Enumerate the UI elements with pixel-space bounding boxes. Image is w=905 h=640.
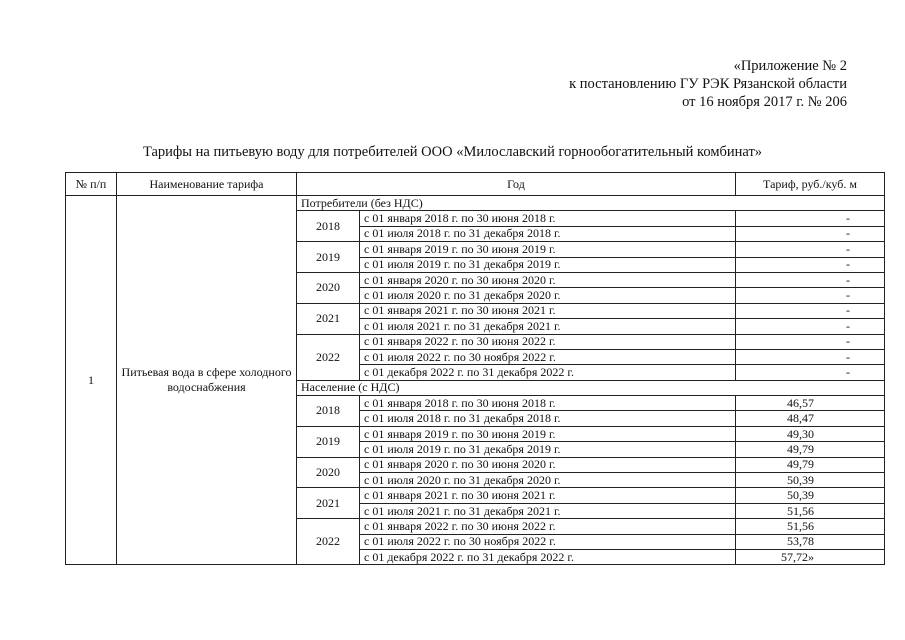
tariff-value-cell: 50,39 <box>736 473 885 488</box>
tariff-value-cell: 53,78 <box>736 534 885 549</box>
year-cell: 2022 <box>297 334 360 380</box>
tariff-value-cell: 49,79 <box>736 442 885 457</box>
period-cell: с 01 июля 2022 г. по 30 ноября 2022 г. <box>360 349 736 364</box>
period-cell: с 01 января 2020 г. по 30 июня 2020 г. <box>360 457 736 472</box>
period-cell: с 01 января 2018 г. по 30 июня 2018 г. <box>360 211 736 226</box>
tariff-value-cell: - <box>736 242 885 257</box>
tariff-value-cell: 50,39 <box>736 488 885 503</box>
period-cell: с 01 декабря 2022 г. по 31 декабря 2022 г. <box>360 549 736 564</box>
tariff-value-cell: - <box>736 365 885 380</box>
tariff-value-cell: - <box>736 334 885 349</box>
tariff-value-cell: - <box>736 349 885 364</box>
appendix-line-2: к постановлению ГУ РЭК Рязанской области <box>569 76 847 92</box>
period-cell: с 01 июля 2021 г. по 31 декабря 2021 г. <box>360 319 736 334</box>
period-cell: с 01 июля 2020 г. по 31 декабря 2020 г. <box>360 473 736 488</box>
tariff-value-cell: 48,47 <box>736 411 885 426</box>
column-header-year: Год <box>297 173 736 196</box>
period-cell: с 01 января 2020 г. по 30 июня 2020 г. <box>360 272 736 287</box>
year-cell: 2018 <box>297 211 360 242</box>
period-cell: с 01 января 2018 г. по 30 июня 2018 г. <box>360 396 736 411</box>
year-cell: 2022 <box>297 519 360 565</box>
period-cell: с 01 июля 2018 г. по 31 декабря 2018 г. <box>360 411 736 426</box>
period-cell: с 01 июля 2021 г. по 31 декабря 2021 г. <box>360 503 736 518</box>
period-cell: с 01 января 2022 г. по 30 июня 2022 г. <box>360 519 736 534</box>
column-header-tariff: Тариф, руб./куб. м <box>736 173 885 196</box>
tariff-value-cell: - <box>736 211 885 226</box>
tariff-value-cell: - <box>736 272 885 287</box>
period-cell: с 01 января 2019 г. по 30 июня 2019 г. <box>360 426 736 441</box>
tariff-value-cell: 57,72» <box>736 549 885 564</box>
column-header-name: Наименование тарифа <box>117 173 297 196</box>
tariff-value-cell: - <box>736 257 885 272</box>
consumer-group-label: Население (с НДС) <box>297 380 885 395</box>
tariff-value-cell: 51,56 <box>736 519 885 534</box>
year-cell: 2019 <box>297 426 360 457</box>
tariff-value-cell: - <box>736 303 885 318</box>
tariff-value-cell: 46,57 <box>736 396 885 411</box>
period-cell: с 01 декабря 2022 г. по 31 декабря 2022 г. <box>360 365 736 380</box>
year-cell: 2018 <box>297 396 360 427</box>
tariff-value-cell: - <box>736 226 885 241</box>
appendix-header <box>569 57 847 111</box>
period-cell: с 01 января 2022 г. по 30 июня 2022 г. <box>360 334 736 349</box>
consumer-group-label: Потребители (без НДС) <box>297 196 885 211</box>
year-cell: 2019 <box>297 242 360 273</box>
year-cell: 2020 <box>297 457 360 488</box>
tariff-value-cell: - <box>736 288 885 303</box>
period-cell: с 01 июля 2019 г. по 31 декабря 2019 г. <box>360 257 736 272</box>
year-cell: 2021 <box>297 303 360 334</box>
group-row <box>66 196 885 211</box>
table-header-row <box>66 173 885 196</box>
year-cell: 2020 <box>297 272 360 303</box>
tariff-table <box>65 172 885 565</box>
period-cell: с 01 июля 2022 г. по 30 ноября 2022 г. <box>360 534 736 549</box>
row-number: 1 <box>66 196 117 565</box>
period-cell: с 01 января 2021 г. по 30 июня 2021 г. <box>360 303 736 318</box>
year-cell: 2021 <box>297 488 360 519</box>
tariff-value-cell: 49,30 <box>736 426 885 441</box>
tariff-value-cell: 49,79 <box>736 457 885 472</box>
period-cell: с 01 июля 2020 г. по 31 декабря 2020 г. <box>360 288 736 303</box>
tariff-value-cell: - <box>736 319 885 334</box>
period-cell: с 01 июля 2019 г. по 31 декабря 2019 г. <box>360 442 736 457</box>
tariff-name: Питьевая вода в сфере холодного водоснабжения <box>117 196 297 565</box>
period-cell: с 01 июля 2018 г. по 31 декабря 2018 г. <box>360 226 736 241</box>
period-cell: с 01 января 2019 г. по 30 июня 2019 г. <box>360 242 736 257</box>
appendix-line-1: «Приложение № 2 <box>733 58 847 74</box>
period-cell: с 01 января 2021 г. по 30 июня 2021 г. <box>360 488 736 503</box>
column-header-number: № п/п <box>66 173 117 196</box>
tariff-value-cell: 51,56 <box>736 503 885 518</box>
document-title: Тарифы на питьевую воду для потребителей ООО «Милославский горнообогатительный комбинат» <box>142 144 763 160</box>
appendix-line-3: от 16 ноября 2017 г. № 206 <box>682 94 847 110</box>
